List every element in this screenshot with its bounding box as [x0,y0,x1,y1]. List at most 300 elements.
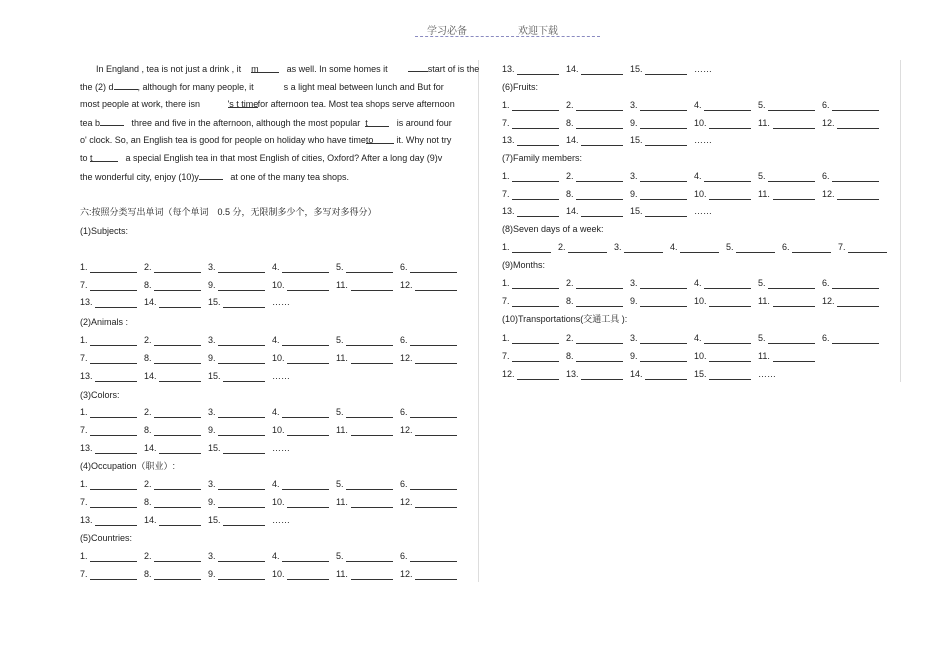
answer-blank[interactable] [218,336,265,346]
blank-number: 9. [630,118,638,128]
blank-number: 6. [400,407,408,417]
answer-blank[interactable] [645,65,687,75]
blank-number: 15. [694,369,707,379]
ellipsis: …… [694,135,712,145]
blank-number: 7. [80,280,88,290]
passage-line-4: tea b three and five in the afternoon, although the most popular t is around four [80,118,452,128]
answer-blank[interactable] [576,352,623,362]
answer-blank[interactable] [218,498,265,508]
answer-blank[interactable] [645,207,687,217]
blank-number: 9. [208,353,216,363]
blank-number: 2. [144,407,152,417]
answer-blank[interactable] [512,101,559,111]
blank-number: 7. [80,569,88,579]
blank-number: 5. [336,407,344,417]
blank-number: 10. [694,118,707,128]
answer-blank[interactable] [768,101,815,111]
blank-number: 11. [336,497,348,507]
answer-blank[interactable] [410,263,457,273]
answer-blank[interactable] [346,552,393,562]
answer-blank[interactable] [154,426,201,436]
answer-blank[interactable] [95,444,137,454]
blank-number: 10. [272,280,285,290]
answer-blank[interactable] [709,190,751,200]
answer-blank[interactable] [576,297,623,307]
answer-blank[interactable] [90,480,137,490]
answer-blank[interactable] [581,65,623,75]
blank-number: 5. [758,100,766,110]
ellipsis: …… [694,206,712,216]
blank-number: 15. [630,135,643,145]
blank-number: 7. [838,242,846,252]
category-title: (3)Colors: [80,390,120,400]
answer-blank[interactable] [832,279,879,289]
blank-number: 12. [400,280,413,290]
answer-blank[interactable] [576,119,623,129]
answer-blank[interactable] [90,498,137,508]
answer-blank[interactable] [351,281,393,291]
blank-number: 1. [502,242,510,252]
blank-number: 11. [336,280,348,290]
blank-number: 3. [630,333,638,343]
answer-blank[interactable] [282,263,329,273]
blank-number: 3. [630,278,638,288]
answer-blank[interactable] [90,263,137,273]
right-border [900,60,901,382]
blank-number: 2. [566,171,574,181]
blank-2[interactable] [114,80,138,90]
answer-blank[interactable] [581,136,623,146]
answer-blank[interactable] [159,298,201,308]
answer-blank[interactable] [576,101,623,111]
blank-10[interactable] [199,170,223,180]
blank-number: 2. [566,333,574,343]
blank-number: 11. [336,353,348,363]
ellipsis: …… [272,371,290,381]
answer-blank[interactable] [218,552,265,562]
answer-blank[interactable] [95,298,137,308]
answer-blank[interactable] [351,354,393,364]
answer-blank[interactable] [640,279,687,289]
answer-blank[interactable] [346,263,393,273]
answer-blank[interactable] [704,172,751,182]
blank-number: 14. [566,206,579,216]
category-title: (2)Animals : [80,317,129,327]
blank-number: 5. [758,278,766,288]
answer-blank[interactable] [346,408,393,418]
blank-number: 14. [630,369,643,379]
answer-blank[interactable] [512,279,559,289]
answer-blank[interactable] [282,408,329,418]
answer-blank[interactable] [768,334,815,344]
blank-number: 12. [822,296,835,306]
blank-number: 10. [272,425,285,435]
blank-number: 5. [336,479,344,489]
answer-blank[interactable] [154,408,201,418]
answer-blank[interactable] [512,243,551,253]
blank-number: 11. [758,296,770,306]
blank-3[interactable]: 's t time [227,99,259,109]
blank-number: 7. [502,118,510,128]
passage-line-7: the wonderful city, enjoy (10)y at one of the many tea shops. [80,172,349,182]
blank-number: 6. [400,479,408,489]
answer-blank[interactable] [90,336,137,346]
blank-number: 2. [144,335,152,345]
answer-blank[interactable] [709,370,751,380]
answer-blank[interactable] [773,190,815,200]
answer-blank[interactable] [154,480,201,490]
blank-number: 3. [208,407,216,417]
answer-blank[interactable] [282,336,329,346]
blank-number: 3. [208,335,216,345]
answer-blank[interactable] [410,408,457,418]
answer-blank[interactable] [773,297,815,307]
answer-blank[interactable] [645,370,687,380]
blank-number: 11. [336,425,348,435]
blank-number: 9. [630,351,638,361]
answer-blank[interactable] [223,444,265,454]
blank-number: 13. [80,297,93,307]
answer-blank[interactable] [832,172,879,182]
answer-blank[interactable] [768,172,815,182]
blank-number: 7. [80,353,88,363]
blank-number: 10. [272,353,285,363]
blank-number: 6. [400,551,408,561]
blank-number: 15. [208,443,221,453]
answer-blank[interactable] [218,354,265,364]
answer-blank[interactable] [848,243,887,253]
answer-blank[interactable] [287,281,329,291]
passage-line-1: In England , tea is not just a drink , it m as well. In some homes it start of is the [96,64,480,74]
blank-number: 13. [502,64,515,74]
blank-number: 1. [502,171,510,181]
blank-number: 12. [400,353,413,363]
answer-blank[interactable] [709,119,751,129]
blank-number: 5. [336,262,344,272]
ellipsis: …… [272,297,290,307]
blank-number: 12. [400,569,413,579]
blank-number: 2. [144,551,152,561]
answer-blank[interactable] [95,372,137,382]
blank-number: 3. [208,479,216,489]
column-divider [478,60,479,582]
section-title: 六:按照分类写出单词（每个单词 0.5 分，无限制多少个，多写对多得分） [80,207,377,217]
blank-number: 4. [272,407,280,417]
answer-blank[interactable] [576,334,623,344]
blank-number: 9. [630,189,638,199]
blank-7[interactable]: t [90,152,118,162]
answer-blank[interactable] [517,370,559,380]
answer-blank[interactable] [415,498,457,508]
answer-blank[interactable] [154,354,201,364]
answer-blank[interactable] [568,243,607,253]
blank-6[interactable]: to [366,134,394,144]
answer-blank[interactable] [837,119,879,129]
blank-number: 4. [694,278,702,288]
blank-number: 8. [144,353,152,363]
answer-blank[interactable] [768,279,815,289]
answer-blank[interactable] [645,136,687,146]
blank-number: 6. [400,262,408,272]
blank-number: 10. [694,189,707,199]
answer-blank[interactable] [517,136,559,146]
blank-number: 12. [502,369,515,379]
answer-blank[interactable] [704,334,751,344]
blank-number: 14. [144,443,157,453]
blank-number: 8. [566,189,574,199]
blank-number: 2. [144,262,152,272]
blank-number: 3. [208,551,216,561]
blank-number: 11. [758,351,770,361]
blank-number: 1. [80,262,88,272]
blank-number: 12. [400,425,413,435]
answer-blank[interactable] [709,352,751,362]
blank-number: 6. [822,278,830,288]
blank-4[interactable] [100,116,124,126]
answer-blank[interactable] [415,281,457,291]
answer-blank[interactable] [346,480,393,490]
blank-number: 10. [694,296,707,306]
answer-blank[interactable] [159,516,201,526]
answer-blank[interactable] [517,65,559,75]
passage-line-6: to t a special English tea in that most English of cities, Oxford? After a long day (9)v [80,153,443,163]
answer-blank[interactable] [346,336,393,346]
answer-blank[interactable] [223,516,265,526]
ellipsis: …… [272,515,290,525]
answer-blank[interactable] [680,243,719,253]
blank-1[interactable]: m [251,63,279,73]
answer-blank[interactable] [90,426,137,436]
answer-blank[interactable] [287,354,329,364]
answer-blank[interactable] [282,552,329,562]
answer-blank[interactable] [576,172,623,182]
blank-5[interactable]: t [365,117,389,127]
answer-blank[interactable] [415,426,457,436]
blank-number: 15. [208,297,221,307]
blank-number: 4. [694,171,702,181]
answer-blank[interactable] [415,570,457,580]
answer-blank[interactable] [410,336,457,346]
blank-number: 5. [758,171,766,181]
blank-number: 5. [758,333,766,343]
answer-blank[interactable] [218,480,265,490]
blank-number: 15. [630,64,643,74]
answer-blank[interactable] [773,352,815,362]
answer-blank[interactable] [90,408,137,418]
answer-blank[interactable] [154,498,201,508]
answer-blank[interactable] [154,336,201,346]
answer-blank[interactable] [640,297,687,307]
blank-number: 6. [400,335,408,345]
answer-blank[interactable] [581,207,623,217]
answer-blank[interactable] [640,334,687,344]
category-title: (5)Countries: [80,533,133,543]
answer-blank[interactable] [90,281,137,291]
answer-blank[interactable] [410,552,457,562]
answer-blank[interactable] [90,552,137,562]
answer-blank[interactable] [351,570,393,580]
answer-blank[interactable] [218,281,265,291]
answer-blank[interactable] [832,101,879,111]
ellipsis: …… [272,443,290,453]
answer-blank[interactable] [512,352,559,362]
blank-number: 9. [208,569,216,579]
blank-number: 2. [566,100,574,110]
blank-number: 8. [144,569,152,579]
blank-number: 4. [694,100,702,110]
answer-blank[interactable] [154,552,201,562]
answer-blank[interactable] [287,570,329,580]
answer-blank[interactable] [512,190,559,200]
blank-number: 13. [502,206,515,216]
blank-number: 9. [208,497,216,507]
blank-number: 2. [558,242,566,252]
blank-number: 9. [630,296,638,306]
blank-number: 4. [272,479,280,489]
answer-blank[interactable] [415,354,457,364]
blank-number: 10. [272,497,285,507]
answer-blank[interactable] [624,243,663,253]
blank-number: 3. [630,171,638,181]
answer-blank[interactable] [709,297,751,307]
answer-blank[interactable] [159,444,201,454]
answer-blank[interactable] [576,279,623,289]
answer-blank[interactable] [351,498,393,508]
blank-number: 13. [80,371,93,381]
blank-number: 5. [336,335,344,345]
category-title: (10)Transportations(交通工具 ): [502,314,628,324]
category-title: (6)Fruits: [502,82,538,92]
blank-number: 3. [208,262,216,272]
answer-blank[interactable] [218,408,265,418]
blank-number: 1. [502,100,510,110]
blank-number: 2. [566,278,574,288]
blank-number: 1. [80,551,88,561]
blank-number: 6. [782,242,790,252]
answer-blank[interactable] [837,297,879,307]
blank-number: 8. [144,497,152,507]
blank-number: 11. [758,189,770,199]
blank-number: 8. [566,351,574,361]
passage-line-2: the (2) d , although for many people, it s a light meal between lunch and But for [80,82,444,92]
answer-blank[interactable] [154,570,201,580]
answer-blank[interactable] [837,190,879,200]
blank-number: 15. [208,515,221,525]
blank-number: 3. [614,242,622,252]
blank-number: 11. [336,569,348,579]
answer-blank[interactable] [218,426,265,436]
blank-number: 5. [336,551,344,561]
blank-number: 7. [502,189,510,199]
blank-number: 9. [208,425,216,435]
answer-blank[interactable] [581,370,623,380]
blank-number: 14. [144,515,157,525]
blank-number: 12. [822,189,835,199]
answer-blank[interactable] [792,243,831,253]
answer-blank[interactable] [512,297,559,307]
answer-blank[interactable] [159,372,201,382]
answer-blank[interactable] [832,334,879,344]
blank-number: 10. [694,351,707,361]
answer-blank[interactable] [512,119,559,129]
blank-number: 1. [502,333,510,343]
blank-number: 8. [144,425,152,435]
category-title: (4)Occupation（职业）: [80,461,176,471]
blank-number: 7. [502,351,510,361]
passage-line-3: most people at work, there isn 's t timefor afternoon tea. Most tea shops serve afternoon [80,99,455,109]
answer-blank[interactable] [640,101,687,111]
blank-number: 11. [758,118,770,128]
answer-blank[interactable] [640,119,687,129]
page-header [415,22,600,37]
blank-number: 8. [566,296,574,306]
blank-number: 4. [272,262,280,272]
answer-blank[interactable] [704,279,751,289]
answer-blank[interactable] [410,480,457,490]
answer-blank[interactable] [223,298,265,308]
answer-blank[interactable] [287,498,329,508]
answer-blank[interactable] [736,243,775,253]
passage-line-5: o' clock. So, an English tea is good for people on holiday who have timeto it. Why not try [80,135,452,145]
blank-number: 6. [822,171,830,181]
blank-number: 13. [80,443,93,453]
blank-number: 13. [80,515,93,525]
answer-blank[interactable] [287,426,329,436]
blank-number: 12. [400,497,413,507]
blank-number: 7. [80,497,88,507]
answer-blank[interactable] [640,352,687,362]
blank-number: 4. [272,551,280,561]
category-title: (7)Family members: [502,153,583,163]
answer-blank[interactable] [773,119,815,129]
answer-blank[interactable] [517,207,559,217]
blank-number: 8. [566,118,574,128]
answer-blank[interactable] [351,426,393,436]
answer-blank[interactable] [640,172,687,182]
blank-number: 14. [144,297,157,307]
blank-number: 6. [822,333,830,343]
answer-blank[interactable] [90,354,137,364]
blank-number: 2. [144,479,152,489]
answer-blank[interactable] [282,480,329,490]
answer-blank[interactable] [154,281,201,291]
blank-number: 5. [726,242,734,252]
ellipsis: …… [694,64,712,74]
blank-number: 6. [822,100,830,110]
answer-blank[interactable] [223,372,265,382]
blank-number: 8. [144,280,152,290]
answer-blank[interactable] [512,172,559,182]
answer-blank[interactable] [704,101,751,111]
answer-blank[interactable] [576,190,623,200]
category-title: (9)Months: [502,260,546,270]
blank-number: 12. [822,118,835,128]
blank-number: 14. [566,135,579,145]
answer-blank[interactable] [218,570,265,580]
blank-number: 7. [502,296,510,306]
answer-blank[interactable] [90,570,137,580]
answer-blank[interactable] [95,516,137,526]
blank-number: 4. [694,333,702,343]
blank-1b[interactable] [408,62,428,72]
blank-number: 15. [208,371,221,381]
answer-blank[interactable] [640,190,687,200]
answer-blank[interactable] [218,263,265,273]
header-right: 欢迎下载 [518,26,558,37]
answer-blank[interactable] [154,263,201,273]
answer-blank[interactable] [512,334,559,344]
blank-number: 13. [566,369,579,379]
